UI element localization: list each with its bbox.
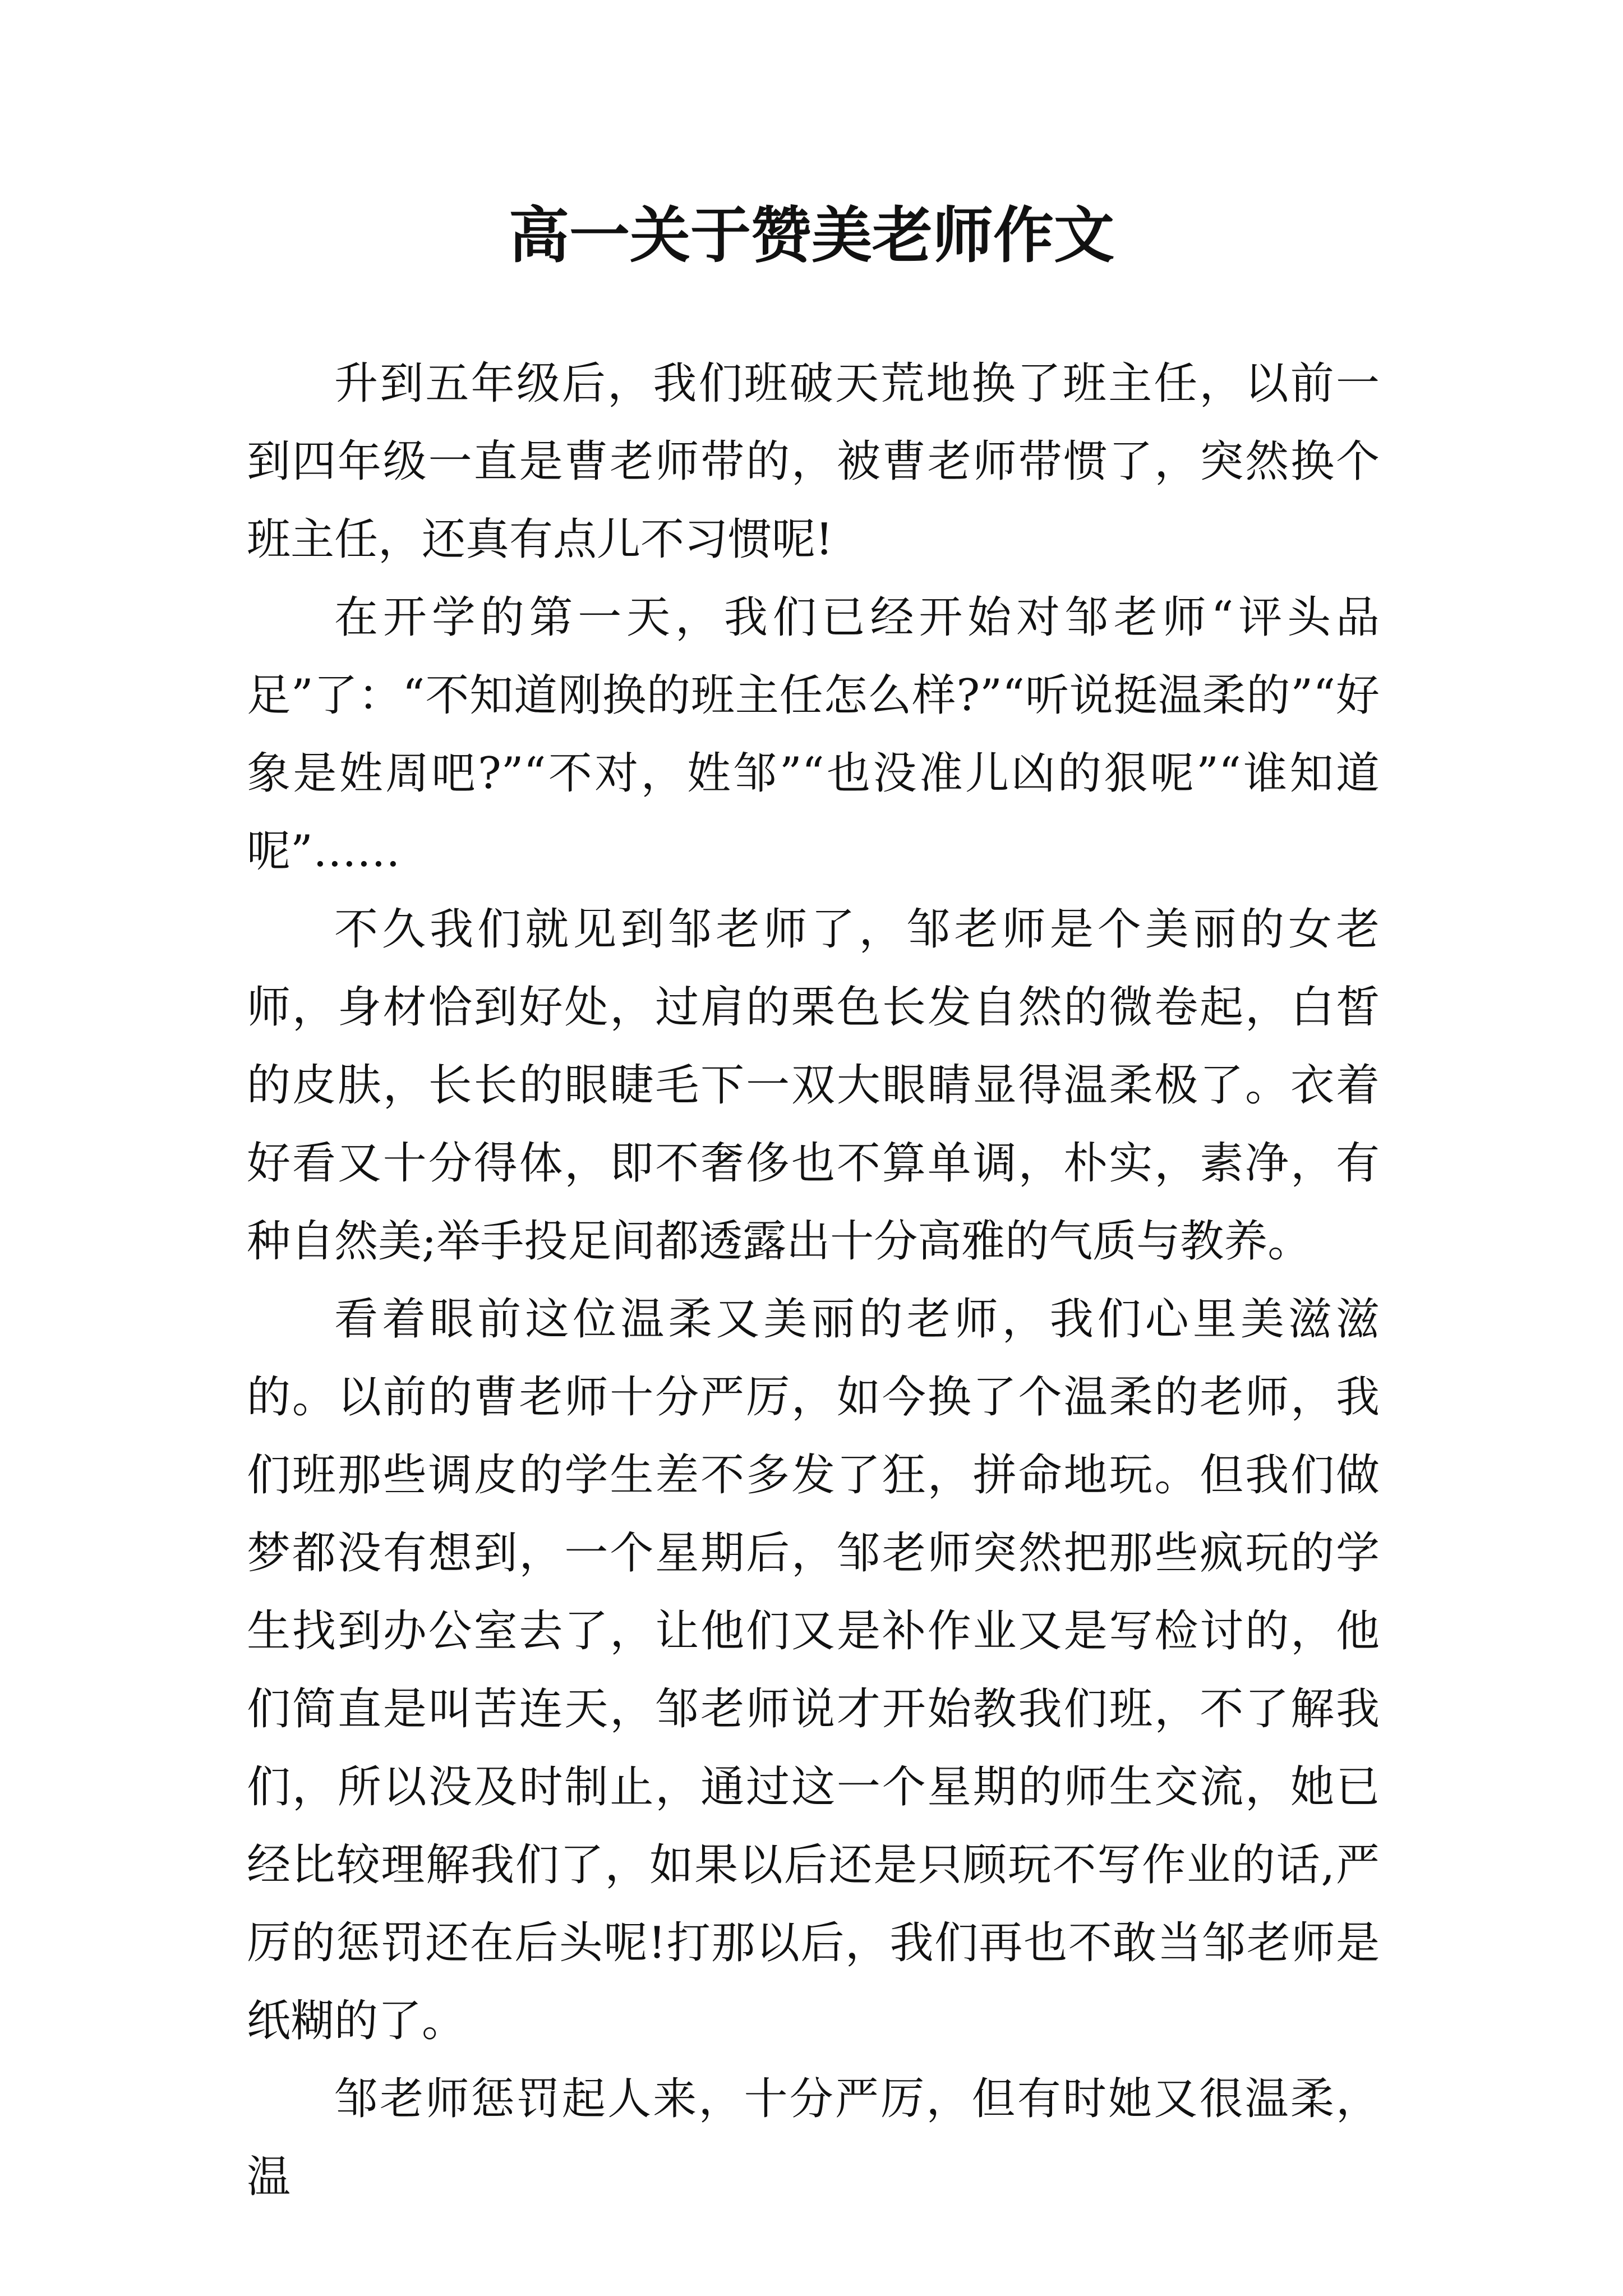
document-title: 高一关于赞美老师作文: [508, 200, 1114, 271]
paragraph: 升到五年级后，我们班破天荒地换了班主任，以前一到四年级一直是曹老师带的，被曹老师带惯了，突然换个班主任，还真有点儿不习惯呢!: [247, 358, 1380, 565]
paragraph: 不久我们就见到邹老师了，邹老师是个美丽的女老师，身材恰到好处，过肩的栗色长发自然的微卷起，白皙的皮肤，长长的眼睫毛下一双大眼睛显得温柔极了。衣着好看又十分得体，即不奢侈也不算单调，朴实，素净，有种自然美;举手投足间都透露出十分高雅的气质与教养。: [247, 904, 1380, 1267]
paragraph: 看着眼前这位温柔又美丽的老师，我们心里美滋滋的。以前的曹老师十分严厉，如今换了个温柔的老师，我们班那些调皮的学生差不多发了狂，拼命地玩。但我们做梦都没有想到，一个星期后，邹老师突然把那些疯玩的学生找到办公室去了，让他们又是补作业又是写检讨的，他们简直是叫苦连天，邹老师说才开始教我们班，不了解我们，所以没及时制止，通过这一个星期的师生交流，她已经比较理解我们了，如果以后还是只顾玩不写作业的话,严厉的惩罚还在后头呢!打那以后，我们再也不敢当邹老师是纸糊的了。: [247, 1294, 1380, 2046]
paragraph: 邹老师惩罚起人来，十分严厉，但有时她又很温柔，温: [247, 2074, 1380, 2202]
document-body: [247, 345, 1380, 2216]
paragraph: 在开学的第一天，我们已经开始对邹老师“评头品足”了：“不知道刚换的班主任怎么样?”“听说挺温柔的”“好象是姓周吧?”“不对，姓邹”“也没准儿凶的狠呢”“谁知道呢”……: [247, 592, 1380, 877]
